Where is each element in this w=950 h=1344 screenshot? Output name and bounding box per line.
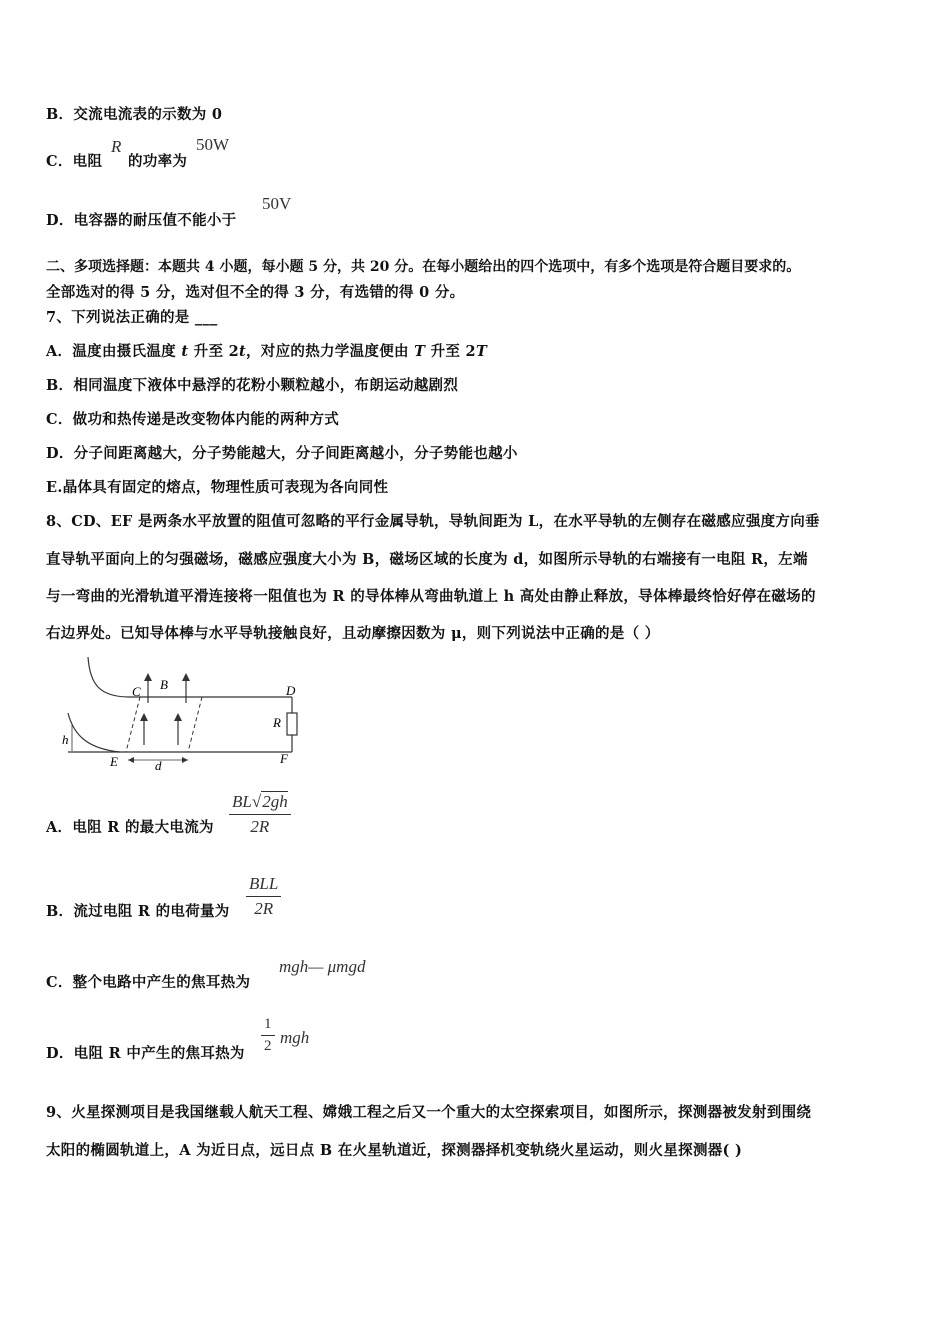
q7-option-a: [46, 340, 487, 361]
field-arrow-3-head: [140, 713, 148, 721]
label-b: B: [160, 677, 168, 692]
q8-option-c-label: C．整个电路中产生的焦耳热为: [46, 974, 251, 991]
q8-option-b-label: B．流过电阻 R 的电荷量为: [46, 903, 230, 920]
q7-option-a-text-2: 升至 2: [188, 343, 239, 360]
q8-option-a-num-pre: BL: [232, 792, 252, 811]
q8-stem-line4: 右边界处。已知导体棒与水平导轨接触良好，且动摩擦因数为 μ，则下列说法中正确的是（ ）: [46, 625, 660, 642]
q7-option-a-T: T: [414, 343, 426, 360]
q6-option-d-label: D．电容器的耐压值不能小于: [46, 212, 237, 229]
label-c: C: [132, 684, 141, 699]
q7-option-a-text-4: 升至 2: [425, 343, 476, 360]
q7-option-c: C．做功和热传递是改变物体内能的两种方式: [46, 411, 340, 428]
field-arrow-2-head: [182, 673, 190, 681]
curved-track-top: [88, 657, 130, 697]
q6-option-c-mid: 的功率为: [128, 153, 188, 170]
label-d: D: [286, 683, 296, 698]
q7-option-a-T2: T: [475, 343, 488, 360]
q8-option-a-label: A．电阻 R 的最大电流为: [46, 819, 214, 836]
q8-option-d-denominator: 2: [264, 1038, 272, 1054]
length-marker-right-head: [182, 757, 188, 763]
q8-option-a-num-sqrt: 2gh: [262, 792, 288, 811]
q7-option-a-text-3: ，对应的热力学温度便由: [246, 343, 415, 360]
q6-option-b: B．交流电流表的示数为 0: [46, 106, 223, 123]
label-r: R: [273, 715, 281, 730]
q8-option-b-fraction: [246, 874, 281, 919]
label-d-length: d: [155, 758, 162, 770]
q8-stem-line1: 8、CD、EF 是两条水平放置的阻值可忽略的平行金属导轨，导轨间距为 L，在水平导轨的左侧存在磁感应强度方向垂: [46, 513, 820, 530]
q7-option-b: B．相同温度下液体中悬浮的花粉小颗粒越小，布朗运动越剧烈: [46, 377, 459, 394]
q7-option-a-t: t: [181, 343, 189, 360]
q9-stem-line1: 9、火星探测项目是我国继载人航天工程、嫦娥工程之后又一个重大的太空探索项目，如图所示，探测器被发射到围绕: [46, 1104, 812, 1121]
q8-option-a-numerator: BL√2gh: [229, 792, 291, 815]
field-right-boundary: [188, 697, 202, 752]
q6-option-c-var: R: [111, 137, 122, 156]
resistor-symbol: [287, 713, 297, 735]
q6-option-c-value: 50W: [196, 135, 230, 154]
field-arrow-4-head: [174, 713, 182, 721]
q7-option-e: E.晶体具有固定的熔点，物理性质可表现为各向同性: [46, 479, 389, 496]
q7-option-d: D．分子间距离越大，分子势能越大，分子间距离越小，分子势能也越小: [46, 445, 518, 462]
q8-option-d-value: mgh: [280, 1028, 310, 1047]
q8-stem-line2: 直导轨平面向上的匀强磁场，磁感应强度大小为 B，磁场区域的长度为 d，如图所示导轨的右端接有一电阻 R，左端: [46, 551, 808, 568]
field-arrow-1-head: [144, 673, 152, 681]
q8-stem-line3: 与一弯曲的光滑轨道平滑连接将一阻值也为 R 的导体棒从弯曲轨道上 h 高处由静止释放，导体棒最终恰好停在磁场的: [46, 588, 816, 605]
q8-option-c-value: mgh— μmgd: [279, 957, 366, 976]
q9-stem-line2: 太阳的椭圆轨道上，A 为近日点，远日点 B 在火星轨道近，探测器择机变轨绕火星运动，则火星探测器( ): [46, 1142, 743, 1159]
q6-option-d-value: 50V: [262, 194, 292, 213]
q8-option-a-denominator: 2R: [250, 817, 270, 836]
label-h: h: [62, 732, 69, 747]
q7-option-a-t2: t: [239, 343, 246, 360]
q8-option-a-fraction: [229, 792, 291, 837]
field-left-boundary: [126, 697, 140, 752]
q8-option-d-fraction: [261, 1016, 275, 1055]
length-marker-left-head: [128, 757, 134, 763]
label-e: E: [110, 754, 118, 769]
q8-option-b-denominator: 2R: [254, 899, 274, 918]
q7-option-a-text-1: A．温度由摄氏温度: [46, 343, 182, 360]
curved-track-bottom: [68, 713, 120, 752]
section-header-line2: 全部选对的得 5 分，选对但不全的得 3 分，有选错的得 0 分。: [46, 284, 465, 301]
q8-option-d-label: D．电阻 R 中产生的焦耳热为: [46, 1045, 245, 1062]
q8-rail-figure: [60, 655, 310, 770]
q8-option-b-numerator: BLL: [246, 874, 281, 897]
q8-option-d-numerator: 1: [261, 1016, 275, 1036]
section-header-line1: 二、多项选择题：本题共 4 小题，每小题 5 分，共 20 分。在每小题给出的四个选项中，有多个选项是符合题目要求的。: [46, 259, 801, 275]
q6-option-c-label: C．电阻: [46, 153, 103, 170]
label-f: F: [280, 751, 288, 766]
q7-stem: 7、下列说法正确的是 ___: [46, 309, 218, 326]
